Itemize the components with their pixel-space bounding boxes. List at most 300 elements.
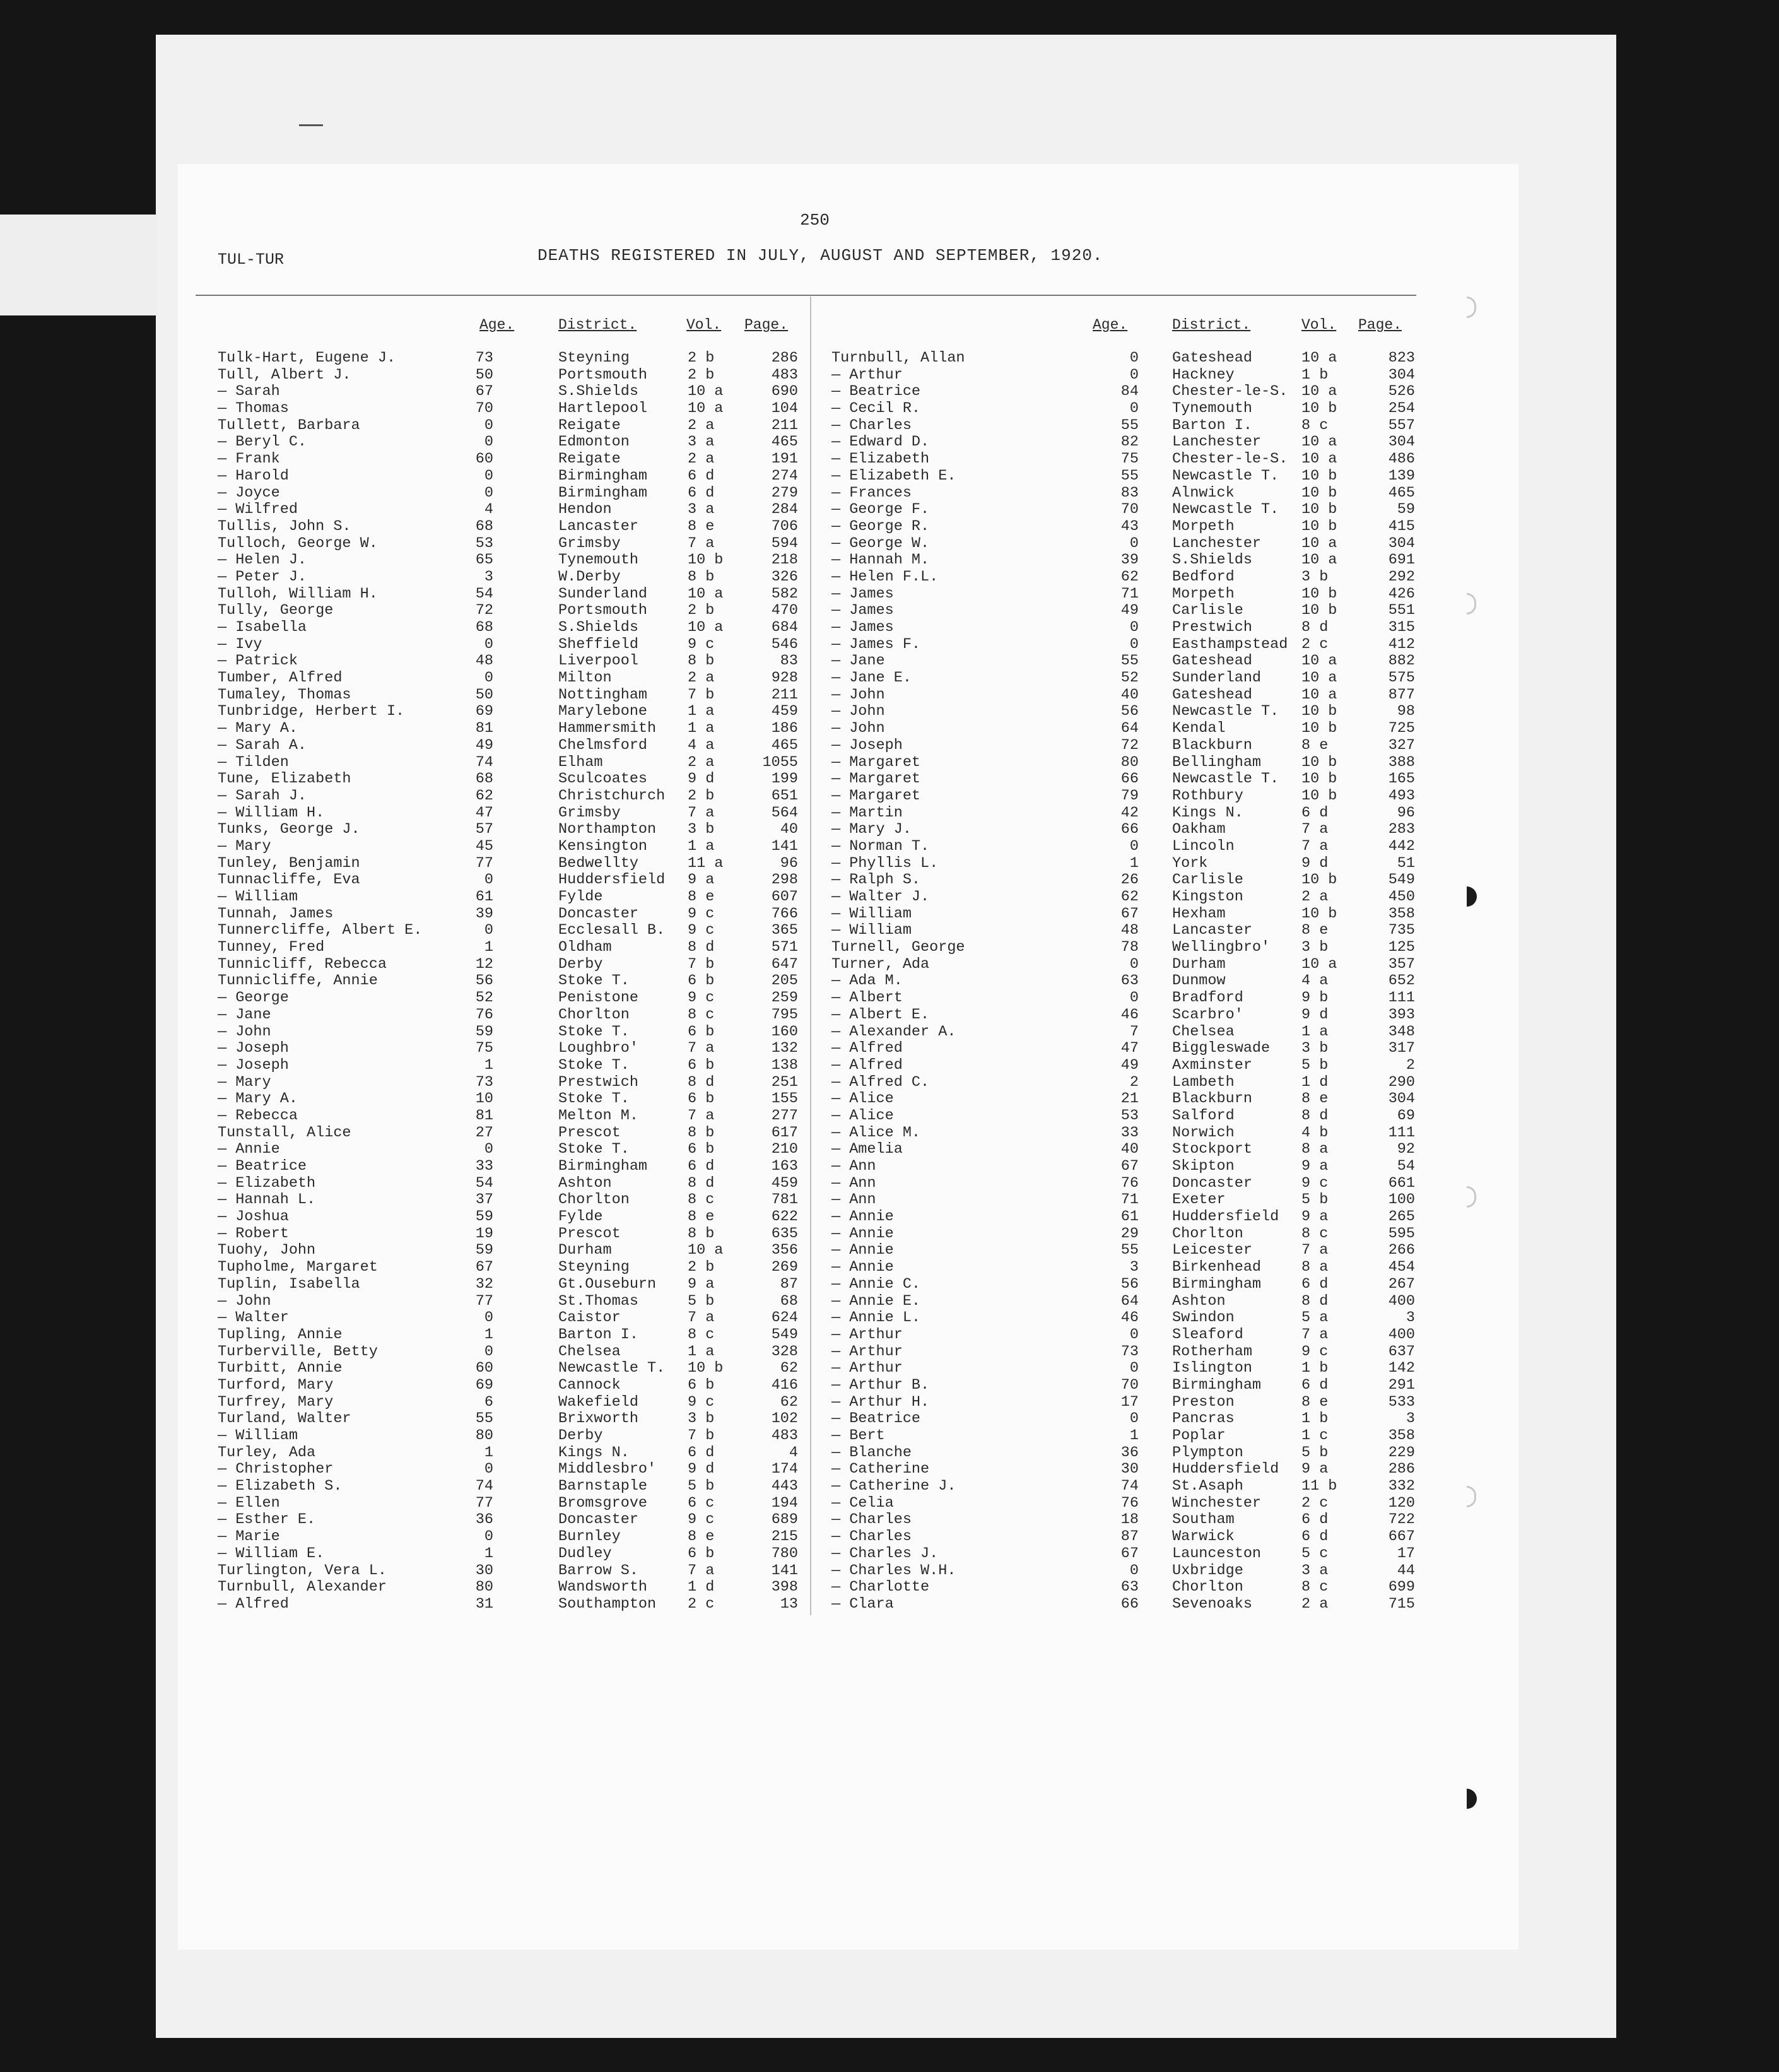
section-code: TUL-TUR xyxy=(218,250,285,269)
entry-vol: 8 d xyxy=(1301,619,1329,636)
entry-page: 304 xyxy=(1388,433,1415,451)
entry-age: 49 xyxy=(475,736,493,754)
entry-vol: 9 c xyxy=(688,905,715,922)
entry-page: 54 xyxy=(1397,1158,1415,1175)
register-entry xyxy=(831,821,1779,839)
entry-district: Burnley xyxy=(558,1528,621,1546)
entry-name: — Norman T. xyxy=(831,837,930,855)
right-district-header: District. xyxy=(1172,317,1251,333)
entry-district: Reigate xyxy=(558,450,621,468)
entry-vol: 1 b xyxy=(1301,1410,1329,1428)
entry-age: 68 xyxy=(475,619,493,636)
entry-page: 102 xyxy=(771,1410,798,1428)
entry-vol: 10 b xyxy=(1301,484,1337,502)
entry-district: Southam xyxy=(1172,1511,1235,1529)
entry-name: Tuohy, John xyxy=(218,1242,316,1259)
entry-district: Carlisle xyxy=(1172,871,1243,889)
entry-name: — Ann xyxy=(831,1174,876,1192)
entry-page: 267 xyxy=(1388,1275,1415,1293)
entry-age: 76 xyxy=(1120,1494,1139,1512)
entry-name: — Charles xyxy=(831,416,912,434)
entry-name: — Beryl C. xyxy=(218,433,307,451)
entry-page: 211 xyxy=(771,416,798,434)
entry-age: 76 xyxy=(1120,1174,1139,1192)
entry-age: 0 xyxy=(484,433,493,451)
entry-age: 80 xyxy=(475,1427,493,1444)
entry-page: 722 xyxy=(1388,1511,1415,1529)
register-entry xyxy=(831,670,1779,687)
entry-age: 72 xyxy=(475,602,493,620)
entry-district: Cannock xyxy=(558,1376,621,1394)
entry-district: Dunmow xyxy=(1172,972,1226,990)
entry-vol: 8 c xyxy=(688,1326,715,1343)
entry-vol: 8 d xyxy=(1301,1292,1329,1310)
entry-age: 36 xyxy=(475,1511,493,1529)
entry-district: Ashton xyxy=(1172,1292,1226,1310)
entry-age: 42 xyxy=(1120,804,1139,821)
entry-vol: 6 b xyxy=(688,1056,715,1074)
entry-district: Launceston xyxy=(1172,1545,1262,1562)
entry-district: Newcastle T. xyxy=(1172,770,1279,788)
entry-district: Doncaster xyxy=(1172,1174,1252,1192)
entry-district: Penistone xyxy=(558,989,638,1007)
entry-vol: 2 c xyxy=(1301,635,1329,653)
register-entry xyxy=(831,1327,1779,1344)
entry-name: — Peter J. xyxy=(218,568,307,586)
entry-age: 81 xyxy=(475,720,493,738)
entry-district: Barnstaple xyxy=(558,1478,648,1495)
entry-name: — Annie xyxy=(831,1208,894,1226)
entry-name: — Ada M. xyxy=(831,972,903,990)
entry-vol: 10 b xyxy=(1301,585,1337,603)
entry-age: 37 xyxy=(475,1191,493,1209)
entry-district: Tynemouth xyxy=(1172,400,1252,418)
register-entry xyxy=(831,889,1779,906)
entry-page: 174 xyxy=(771,1461,798,1478)
entry-vol: 11 a xyxy=(688,854,724,872)
entry-district: Durham xyxy=(558,1242,612,1259)
register-entry xyxy=(831,434,1779,451)
entry-vol: 7 b xyxy=(688,955,715,973)
entry-age: 48 xyxy=(1120,922,1139,939)
entry-district: Carlisle xyxy=(1172,602,1243,620)
entry-page: 210 xyxy=(771,1141,798,1158)
entry-vol: 10 a xyxy=(1301,669,1337,687)
entry-district: Derby xyxy=(558,955,603,973)
entry-age: 7 xyxy=(1129,1023,1139,1040)
entry-vol: 8 e xyxy=(688,1208,715,1226)
entry-name: — James xyxy=(831,585,894,603)
entry-district: Edmonton xyxy=(558,433,630,451)
entry-vol: 10 b xyxy=(1301,467,1337,485)
register-entry xyxy=(831,418,1779,435)
entry-district: Gateshead xyxy=(1172,686,1252,703)
register-entry xyxy=(831,620,1779,637)
register-entry xyxy=(831,401,1779,418)
entry-vol: 9 c xyxy=(1301,1174,1329,1192)
entry-district: Wellingbro' xyxy=(1172,939,1271,957)
entry-age: 0 xyxy=(484,1309,493,1327)
entry-age: 0 xyxy=(484,922,493,939)
entry-age: 32 xyxy=(475,1275,493,1293)
entry-page: 795 xyxy=(771,1006,798,1023)
entry-vol: 3 a xyxy=(688,433,715,451)
entry-page: 594 xyxy=(771,534,798,552)
register-entry xyxy=(831,1259,1779,1276)
entry-age: 77 xyxy=(475,1292,493,1310)
entry-name: — Marie xyxy=(218,1528,280,1546)
entry-page: 62 xyxy=(780,1360,798,1377)
entry-vol: 6 b xyxy=(688,1141,715,1158)
entry-name: Tunnicliff, Rebecca xyxy=(218,955,387,973)
entry-vol: 8 b xyxy=(688,568,715,586)
entry-age: 49 xyxy=(1120,602,1139,620)
entry-name: — Frances xyxy=(831,484,912,502)
entry-district: Biggleswade xyxy=(1172,1040,1271,1057)
entry-name: — William xyxy=(218,1427,298,1444)
register-entry xyxy=(831,485,1779,502)
entry-page: 595 xyxy=(1388,1225,1415,1242)
entry-age: 74 xyxy=(475,1478,493,1495)
entry-age: 0 xyxy=(1129,619,1139,636)
entry-page: 454 xyxy=(1388,1259,1415,1276)
entry-name: — Joshua xyxy=(218,1208,289,1226)
entry-age: 1 xyxy=(484,1326,493,1343)
entry-page: 526 xyxy=(1388,383,1415,401)
entry-age: 0 xyxy=(484,416,493,434)
entry-district: Brixworth xyxy=(558,1410,638,1428)
register-entry xyxy=(831,755,1779,772)
entry-page: 279 xyxy=(771,484,798,502)
entry-vol: 10 a xyxy=(1301,551,1337,569)
entry-vol: 7 a xyxy=(1301,1326,1329,1343)
entry-age: 73 xyxy=(475,350,493,367)
entry-page: 699 xyxy=(1388,1579,1415,1596)
entry-district: Chelsea xyxy=(1172,1023,1235,1040)
entry-name: — Joseph xyxy=(218,1040,289,1057)
entry-page: 17 xyxy=(1397,1545,1415,1562)
entry-district: Steyning xyxy=(558,1259,630,1276)
entry-district: Sevenoaks xyxy=(1172,1595,1252,1613)
entry-age: 1 xyxy=(484,939,493,957)
entry-vol: 8 c xyxy=(1301,416,1329,434)
entry-vol: 3 b xyxy=(688,1410,715,1428)
entry-age: 55 xyxy=(1120,467,1139,485)
entry-name: — Jane xyxy=(218,1006,271,1023)
entry-age: 67 xyxy=(1120,1545,1139,1562)
entry-district: Blackburn xyxy=(1172,1090,1252,1108)
entry-page: 557 xyxy=(1388,416,1415,434)
entry-district: Chorlton xyxy=(558,1006,630,1023)
entry-name: Tullett, Barbara xyxy=(218,416,360,434)
entry-page: 277 xyxy=(771,1107,798,1124)
entry-name: — James xyxy=(831,619,894,636)
entry-age: 1 xyxy=(1129,1427,1139,1444)
entry-age: 29 xyxy=(1120,1225,1139,1242)
entry-district: Birmingham xyxy=(1172,1376,1262,1394)
entry-vol: 2 c xyxy=(688,1595,715,1613)
entry-page: 328 xyxy=(771,1343,798,1360)
entry-name: — Mary A. xyxy=(218,1090,298,1108)
entry-district: Nottingham xyxy=(558,686,648,703)
entry-vol: 6 b xyxy=(688,1376,715,1394)
entry-district: Durham xyxy=(1172,955,1226,973)
entry-page: 400 xyxy=(1388,1326,1415,1343)
entry-age: 21 xyxy=(1120,1090,1139,1108)
entry-page: 549 xyxy=(1388,871,1415,889)
entry-vol: 10 a xyxy=(688,619,724,636)
entry-name: — Mary xyxy=(218,1073,271,1091)
entry-age: 53 xyxy=(475,534,493,552)
register-entry xyxy=(831,1007,1779,1024)
entry-district: S.Shields xyxy=(558,383,638,401)
entry-vol: 10 b xyxy=(1301,905,1337,922)
entry-vol: 2 a xyxy=(688,450,715,468)
entry-page: 229 xyxy=(1388,1444,1415,1461)
entry-district: Caistor xyxy=(558,1309,621,1327)
entry-page: 358 xyxy=(1388,1427,1415,1444)
entry-age: 52 xyxy=(1120,669,1139,687)
entry-page: 551 xyxy=(1388,602,1415,620)
entry-page: 459 xyxy=(771,703,798,721)
entry-district: Preston xyxy=(1172,1393,1235,1411)
entry-district: St.Thomas xyxy=(558,1292,638,1310)
entry-name: — Alfred xyxy=(831,1056,903,1074)
entry-district: Liverpool xyxy=(558,652,638,670)
register-entry xyxy=(831,1360,1779,1377)
entry-district: Scarbro' xyxy=(1172,1006,1243,1023)
entry-name: Turnbull, Alexander xyxy=(218,1579,387,1596)
register-entry xyxy=(831,1546,1779,1563)
entry-vol: 8 d xyxy=(688,1174,715,1192)
entry-district: Rothbury xyxy=(1172,787,1243,804)
right-column-entries xyxy=(831,350,1779,1613)
entry-name: — Albert E. xyxy=(831,1006,930,1023)
entry-district: Sleaford xyxy=(1172,1326,1243,1343)
entry-name: — Ann xyxy=(831,1191,876,1209)
entry-name: — Ivy xyxy=(218,635,262,653)
entry-page: 689 xyxy=(771,1511,798,1529)
entry-district: Morpeth xyxy=(1172,517,1235,535)
entry-page: 69 xyxy=(1397,1107,1415,1124)
entry-name: — Margaret xyxy=(831,770,921,788)
entry-page: 358 xyxy=(1388,905,1415,922)
entry-age: 70 xyxy=(475,400,493,418)
entry-page: 317 xyxy=(1388,1040,1415,1057)
entry-page: 493 xyxy=(1388,787,1415,804)
entry-age: 70 xyxy=(1120,501,1139,519)
entry-age: 0 xyxy=(484,871,493,889)
entry-district: Fylde xyxy=(558,888,603,905)
entry-age: 2 xyxy=(1129,1073,1139,1091)
entry-name: Tunnicliffe, Annie xyxy=(218,972,378,990)
register-entry xyxy=(831,1057,1779,1074)
register-entry xyxy=(831,384,1779,401)
entry-vol: 6 d xyxy=(1301,1511,1329,1529)
entry-page: 365 xyxy=(771,922,798,939)
register-entry xyxy=(831,367,1779,384)
entry-page: 725 xyxy=(1388,720,1415,738)
entry-vol: 1 c xyxy=(1301,1427,1329,1444)
entry-page: 291 xyxy=(1388,1376,1415,1394)
entry-page: 388 xyxy=(1388,753,1415,771)
entry-vol: 3 b xyxy=(1301,568,1329,586)
entry-page: 617 xyxy=(771,1124,798,1141)
entry-district: Doncaster xyxy=(558,1511,638,1529)
entry-age: 74 xyxy=(1120,1478,1139,1495)
entry-district: Huddersfield xyxy=(1172,1208,1279,1226)
entry-district: Loughbro' xyxy=(558,1040,638,1057)
register-entry xyxy=(831,451,1779,468)
entry-age: 67 xyxy=(475,1259,493,1276)
entry-vol: 3 a xyxy=(688,501,715,519)
entry-district: Chorlton xyxy=(1172,1225,1243,1242)
entry-page: 766 xyxy=(771,905,798,922)
entry-vol: 9 c xyxy=(1301,1343,1329,1360)
entry-age: 62 xyxy=(1120,888,1139,905)
entry-age: 66 xyxy=(1120,821,1139,839)
entry-page: 564 xyxy=(771,804,798,821)
entry-district: Warwick xyxy=(1172,1528,1235,1546)
entry-district: Dudley xyxy=(558,1545,612,1562)
register-entry xyxy=(831,1293,1779,1310)
entry-page: 266 xyxy=(1388,1242,1415,1259)
entry-page: 326 xyxy=(771,568,798,586)
entry-page: 450 xyxy=(1388,888,1415,905)
entry-age: 33 xyxy=(1120,1124,1139,1141)
entry-district: St.Asaph xyxy=(1172,1478,1243,1495)
entry-page: 533 xyxy=(1388,1393,1415,1411)
entry-page: 684 xyxy=(771,619,798,636)
entry-name: — John xyxy=(218,1023,271,1040)
entry-name: — Sarah xyxy=(218,383,280,401)
adjacent-page-edge xyxy=(0,215,158,315)
entry-page: 96 xyxy=(1397,804,1415,821)
entry-name: Tulloh, William H. xyxy=(218,585,378,603)
entry-age: 0 xyxy=(1129,350,1139,367)
entry-page: 125 xyxy=(1388,939,1415,957)
entry-vol: 10 a xyxy=(1301,686,1337,703)
entry-vol: 10 a xyxy=(1301,450,1337,468)
entry-name: Turley, Ada xyxy=(218,1444,316,1461)
entry-district: Morpeth xyxy=(1172,585,1235,603)
entry-vol: 9 b xyxy=(1301,989,1329,1007)
entry-vol: 10 a xyxy=(1301,433,1337,451)
entry-age: 0 xyxy=(1129,635,1139,653)
entry-vol: 6 d xyxy=(688,1444,715,1461)
entry-district: Leicester xyxy=(1172,1242,1252,1259)
entry-page: 283 xyxy=(1388,821,1415,839)
entry-name: — Harold xyxy=(218,467,289,485)
entry-vol: 9 c xyxy=(688,922,715,939)
entry-page: 100 xyxy=(1388,1191,1415,1209)
entry-vol: 10 a xyxy=(1301,652,1337,670)
entry-age: 50 xyxy=(475,686,493,703)
register-entry xyxy=(831,1024,1779,1041)
entry-name: Tupholme, Margaret xyxy=(218,1259,378,1276)
entry-vol: 3 b xyxy=(688,821,715,839)
entry-vol: 10 b xyxy=(1301,753,1337,771)
register-entry xyxy=(831,1175,1779,1192)
entry-age: 0 xyxy=(1129,400,1139,418)
entry-vol: 4 a xyxy=(688,736,715,754)
entry-district: Steyning xyxy=(558,350,630,367)
entry-name: — Bert xyxy=(831,1427,885,1444)
entry-district: Milton xyxy=(558,669,612,687)
entry-vol: 6 b xyxy=(688,1023,715,1040)
register-entry xyxy=(831,519,1779,536)
entry-name: — Elizabeth S. xyxy=(218,1478,343,1495)
entry-name: — Rebecca xyxy=(218,1107,298,1124)
entry-district: Elham xyxy=(558,753,603,771)
entry-district: Prescot xyxy=(558,1124,621,1141)
entry-vol: 8 e xyxy=(1301,922,1329,939)
entry-page: 160 xyxy=(771,1023,798,1040)
entry-page: 882 xyxy=(1388,652,1415,670)
entry-district: Chorlton xyxy=(1172,1579,1243,1596)
entry-page: 393 xyxy=(1388,1006,1415,1023)
entry-vol: 2 b xyxy=(688,1259,715,1276)
entry-age: 82 xyxy=(1120,433,1139,451)
entry-name: — Arthur xyxy=(831,1343,903,1360)
entry-page: 465 xyxy=(771,433,798,451)
entry-district: Bradford xyxy=(1172,989,1243,1007)
entry-page: 928 xyxy=(771,669,798,687)
entry-name: Tuplin, Isabella xyxy=(218,1275,360,1293)
entry-name: Turbitt, Annie xyxy=(218,1360,343,1377)
entry-age: 77 xyxy=(475,1494,493,1512)
entry-page: 549 xyxy=(771,1326,798,1343)
entry-page: 877 xyxy=(1388,686,1415,703)
entry-vol: 2 a xyxy=(1301,1595,1329,1613)
entry-page: 483 xyxy=(771,366,798,384)
entry-name: — Margaret xyxy=(831,753,921,771)
entry-district: Derby xyxy=(558,1427,603,1444)
entry-district: Stoke T. xyxy=(558,1056,630,1074)
entry-district: Newcastle T. xyxy=(1172,703,1279,721)
entry-vol: 6 d xyxy=(688,467,715,485)
entry-district: Lambeth xyxy=(1172,1073,1235,1091)
entry-age: 48 xyxy=(475,652,493,670)
entry-name: — James F. xyxy=(831,635,921,653)
register-entry xyxy=(831,552,1779,569)
entry-name: — Elizabeth E. xyxy=(831,467,956,485)
entry-page: 546 xyxy=(771,635,798,653)
entry-vol: 3 a xyxy=(1301,1562,1329,1579)
entry-district: Islington xyxy=(1172,1360,1252,1377)
register-entry xyxy=(831,586,1779,603)
entry-district: Winchester xyxy=(1172,1494,1262,1512)
entry-page: 715 xyxy=(1388,1595,1415,1613)
register-entry xyxy=(831,1428,1779,1445)
entry-page: 290 xyxy=(1388,1073,1415,1091)
entry-age: 0 xyxy=(1129,534,1139,552)
entry-age: 0 xyxy=(484,1343,493,1360)
entry-age: 65 xyxy=(475,551,493,569)
entry-page: 298 xyxy=(771,871,798,889)
entry-age: 55 xyxy=(1120,416,1139,434)
entry-district: Axminster xyxy=(1172,1056,1252,1074)
entry-page: 104 xyxy=(771,400,798,418)
entry-page: 199 xyxy=(771,770,798,788)
entry-name: — Martin xyxy=(831,804,903,821)
entry-page: 582 xyxy=(771,585,798,603)
entry-name: — Thomas xyxy=(218,400,289,418)
entry-page: 470 xyxy=(771,602,798,620)
entry-age: 27 xyxy=(475,1124,493,1141)
entry-page: 120 xyxy=(1388,1494,1415,1512)
entry-age: 56 xyxy=(1120,1275,1139,1293)
